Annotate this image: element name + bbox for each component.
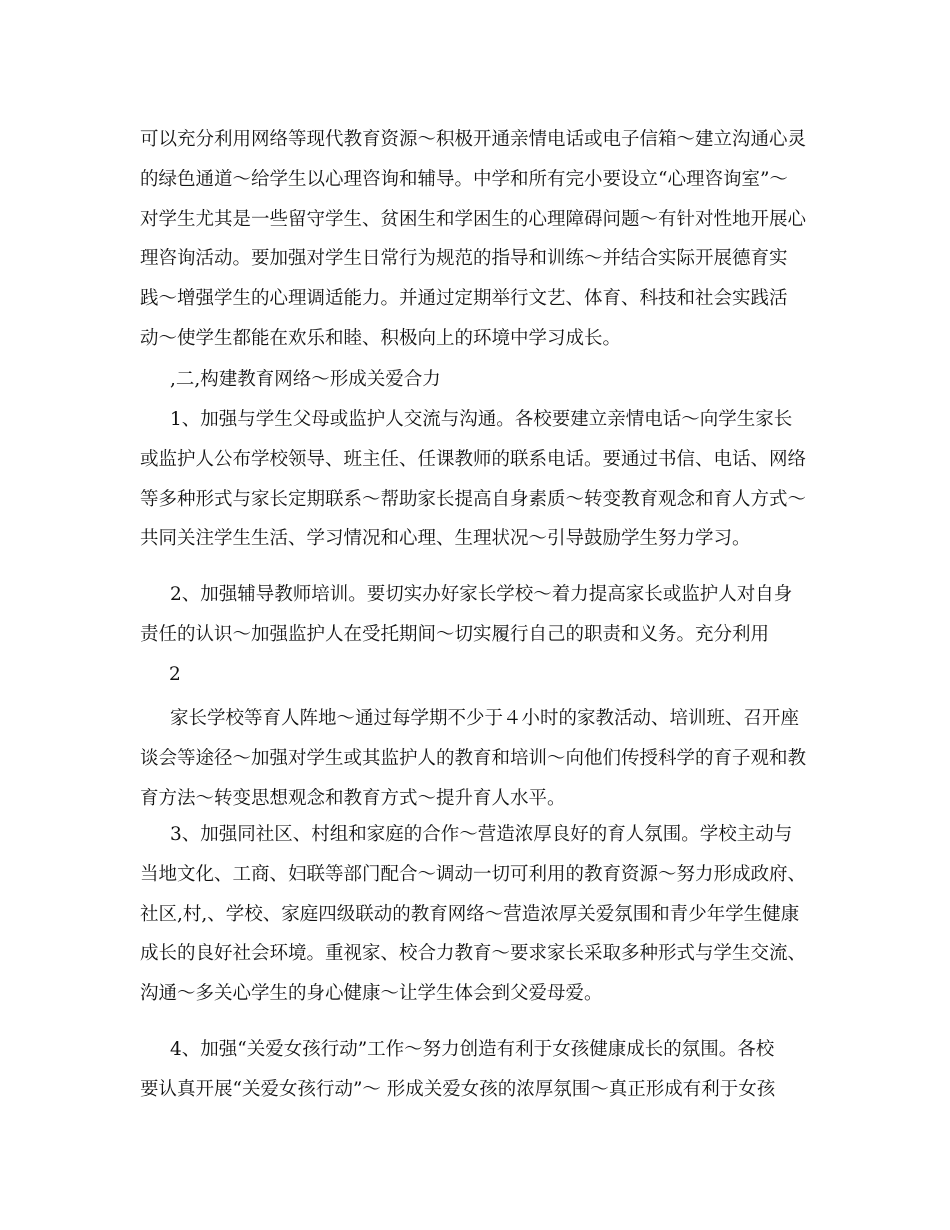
text-line: 共同关注学生生活、学习情况和心理、生理状况～引导鼓励学生努力学习。 [140,528,751,550]
text-line: 可以充分利用网络等现代教育资源～积极开通亲情电话或电子信箱～建立沟通心灵 [140,129,807,150]
text-line: 社区,村,、学校、家庭四级联动的教育网络～营造浓厚关爱氛围和青少年学生健康 [140,903,800,925]
text-line: 理咨询活动。要加强对学生日常行为规范的指导和训练～并结合实际开展德育实 [140,248,788,270]
text-line: 沟通～多关心学生的身心健康～让学生体会到父爱母爱。 [140,983,603,1005]
text-line: 谈会等途径～加强对学生或其监护人的教育和培训～向他们传授科学的育子观和教 [140,747,807,769]
text-line: 成长的良好社会环境。重视家、校合力教育～要求家长采取多种形式与学生交流、 [140,943,807,965]
section-heading-2 [140,360,820,400]
text-line: 4、加强“关爱女孩行动”工作～努力创造有利于女孩健康成长的氛围。各校 [170,1039,775,1060]
item-2 [140,575,820,655]
paragraph-mental-health [140,120,820,359]
text-line: 家长学校等育人阵地～通过每学期不少于４小时的家教活动、培训班、召开座 [170,708,800,729]
text-line: 育方法～转变思想观念和教育方式～提升育人水平。 [140,787,566,809]
page-number: 2 [169,664,181,685]
item-3 [140,815,820,1014]
text-line: 3、加强同社区、村组和家庭的合作～营造浓厚良好的育人氛围。学校主动与 [170,824,793,845]
text-line: 或监护人公布学校领导、班主任、任课教师的联系电话。要通过书信、电话、网络 [140,448,807,470]
text-line: 1、加强与学生父母或监护人交流与沟通。各校要建立亲情电话～向学生家长 [170,409,793,430]
text-line: 当地文化、工商、妇联等部门配合～调动一切可利用的教育资源～努力形成政府、 [140,863,807,885]
item-4 [140,1030,820,1110]
item-2-continued [140,699,820,818]
text-line: 要认真开展“关爱女孩行动”～ 形成关爱女孩的浓厚氛围～真正形成有利于女孩 [140,1078,776,1100]
text-line: 2、加强辅导教师培训。要切实办好家长学校～着力提高家长或监护人对自身 [170,584,793,605]
text-line: 对学生尤其是一些留守学生、贫困生和学困生的心理障碍问题～有针对性地开展心 [140,208,807,230]
text-line: 动～使学生都能在欢乐和睦、积极向上的环境中学习成长。 [140,327,622,349]
item-1 [140,400,820,559]
text-line: 责任的认识～加强监护人在受托期间～切实履行自己的职责和义务。充分利用 [140,623,770,645]
text-line: 的绿色通道～给学生以心理咨询和辅导。中学和所有完小要设立“心理咨询室”～ [140,168,788,190]
section-heading-text: ,二,构建教育网络～形成关爱合力 [170,369,441,390]
text-line: 等多种形式与家长定期联系～帮助家长提高自身素质～转变教育观念和育人方式～ [140,488,807,510]
text-line: 践～增强学生的心理调适能力。并通过定期举行文艺、体育、科技和社会实践活 [140,288,788,310]
